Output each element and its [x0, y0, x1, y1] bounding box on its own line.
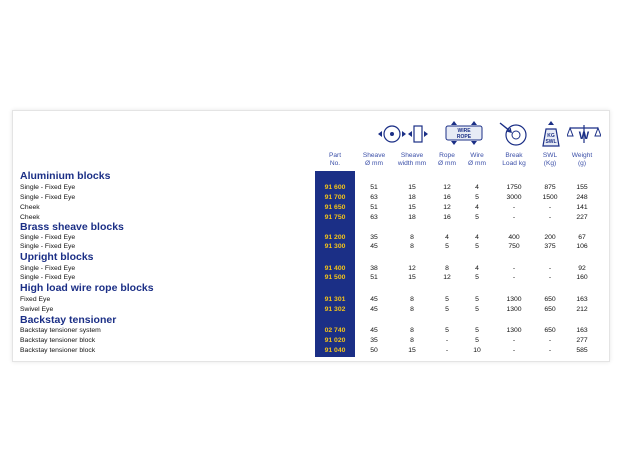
table-row: Single - Fixed Eye 91 700 63 18 16 5 3000 1500 248: [20, 194, 588, 201]
section-title-upright: Upright blocks: [20, 251, 94, 263]
header-break-load: Break Load kg: [502, 152, 526, 167]
header-swl: SWL (Kg): [542, 152, 558, 167]
table-row: Single - Fixed Eye 91 600 51 15 12 4 1750 875 155: [20, 184, 588, 191]
svg-text:KG: KG: [547, 133, 555, 139]
table-row: Single - Fixed Eye 91 500 51 15 12 5 - - 160: [20, 274, 588, 281]
table-row: Swivel Eye 91 302 45 8 5 5 1300 650 212: [20, 306, 588, 313]
header-wire-diameter: Wire Ø mm: [468, 152, 486, 167]
swl-weight-icon: [538, 120, 564, 148]
table-row: Single - Fixed Eye 91 200 35 8 4 4 400 200 67: [20, 234, 586, 241]
table-row: Cheek 91 750 63 18 16 5 - - 227: [20, 214, 588, 221]
svg-text:SWL: SWL: [545, 139, 557, 145]
section-title-aluminium: Aluminium blocks: [20, 170, 111, 182]
table-row: Backstay tensioner block 91 040 50 15 - 10 - - 585: [20, 347, 588, 354]
svg-text:W: W: [578, 130, 590, 142]
table-row: Cheek 91 650 51 15 12 4 - - 141: [20, 204, 588, 211]
sheave-width-icon: [407, 124, 429, 144]
rope-wire-diameter-icon: [444, 120, 484, 146]
section-title-high-load: High load wire rope blocks: [20, 282, 154, 294]
break-load-icon: [498, 121, 530, 147]
header-part-no: Part No.: [328, 152, 342, 167]
header-weight: Weight (g): [571, 152, 593, 167]
scale-weight-icon: [567, 123, 601, 145]
sheave-diameter-icon: [377, 124, 407, 144]
table-row: Fixed Eye 91 301 45 8 5 5 1300 650 163: [20, 296, 588, 303]
svg-text:ROPE: ROPE: [456, 134, 472, 140]
section-title-brass: Brass sheave blocks: [20, 221, 124, 233]
header-rope-diameter: Rope Ø mm: [438, 152, 456, 167]
table-row: Single - Fixed Eye 91 300 45 8 5 5 750 375 106: [20, 243, 588, 250]
svg-text:WIRE: WIRE: [457, 128, 471, 134]
table-row: Single - Fixed Eye 91 400 38 12 8 4 - - 92: [20, 265, 586, 272]
header-sheave-diameter: Sheave Ø mm: [362, 152, 386, 167]
table-row: Backstay tensioner system 02 740 45 8 5 5 1300 650 163: [20, 327, 588, 334]
section-title-backstay: Backstay tensioner: [20, 314, 117, 326]
table-row: Backstay tensioner block 91 020 35 8 - 5 - - 277: [20, 337, 588, 344]
header-sheave-width: Sheave width mm: [397, 152, 427, 167]
